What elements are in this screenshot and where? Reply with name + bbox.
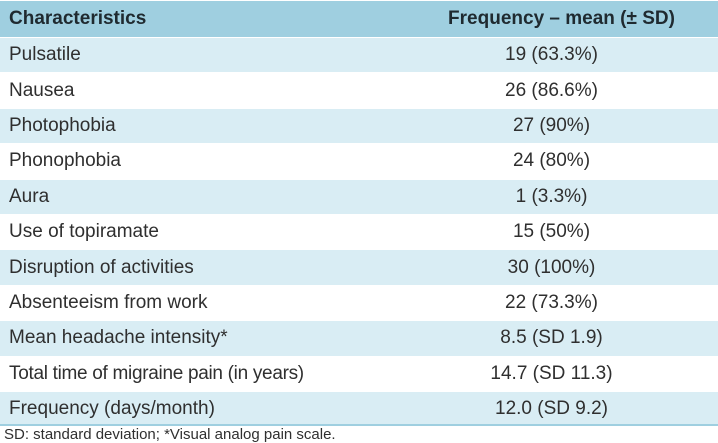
table-row (0, 72, 718, 107)
row-label: Mean headache intensity* (9, 327, 228, 349)
table-row (0, 37, 718, 72)
row-value: 22 (73.3%) (505, 291, 598, 313)
row-label: Nausea (9, 79, 75, 101)
table-row (0, 214, 718, 249)
table-row (0, 249, 718, 284)
row-value: 19 (63.3%) (505, 44, 598, 66)
row-value: 1 (3.3%) (515, 185, 588, 207)
row-value: 26 (86.6%) (505, 79, 598, 101)
row-value: 24 (80%) (512, 150, 591, 172)
table-row (0, 179, 718, 214)
row-value: 30 (100%) (507, 256, 596, 278)
row-value: 15 (50%) (512, 221, 591, 243)
row-label: Photophobia (9, 114, 116, 136)
table-footnote: SD: standard deviation; *Visual analog pain scale. (4, 426, 336, 443)
row-label: Aura (9, 185, 50, 207)
table-row (0, 356, 718, 391)
table-row (0, 108, 718, 143)
row-label: Disruption of activities (9, 256, 194, 278)
header-characteristics: Characteristics (9, 8, 147, 29)
row-value: 27 (90%) (512, 114, 591, 136)
table-header-row (0, 0, 718, 37)
table-row (0, 391, 718, 426)
table-row (0, 285, 718, 320)
row-value: 14.7 (SD 11.3) (490, 362, 613, 384)
row-value: 8.5 (SD 1.9) (500, 327, 603, 349)
row-label: Frequency (days/month) (9, 398, 215, 420)
row-label: Use of topiramate (9, 221, 159, 243)
table-row (0, 143, 718, 178)
header-frequency: Frequency – mean (± SD) (448, 8, 675, 29)
table-row (0, 320, 718, 355)
row-label: Total time of migraine pain (in years) (9, 362, 304, 384)
row-value: 12.0 (SD 9.2) (495, 398, 608, 420)
row-label: Absenteeism from work (9, 291, 208, 313)
row-label: Phonophobia (9, 150, 121, 172)
row-label: Pulsatile (9, 44, 81, 66)
